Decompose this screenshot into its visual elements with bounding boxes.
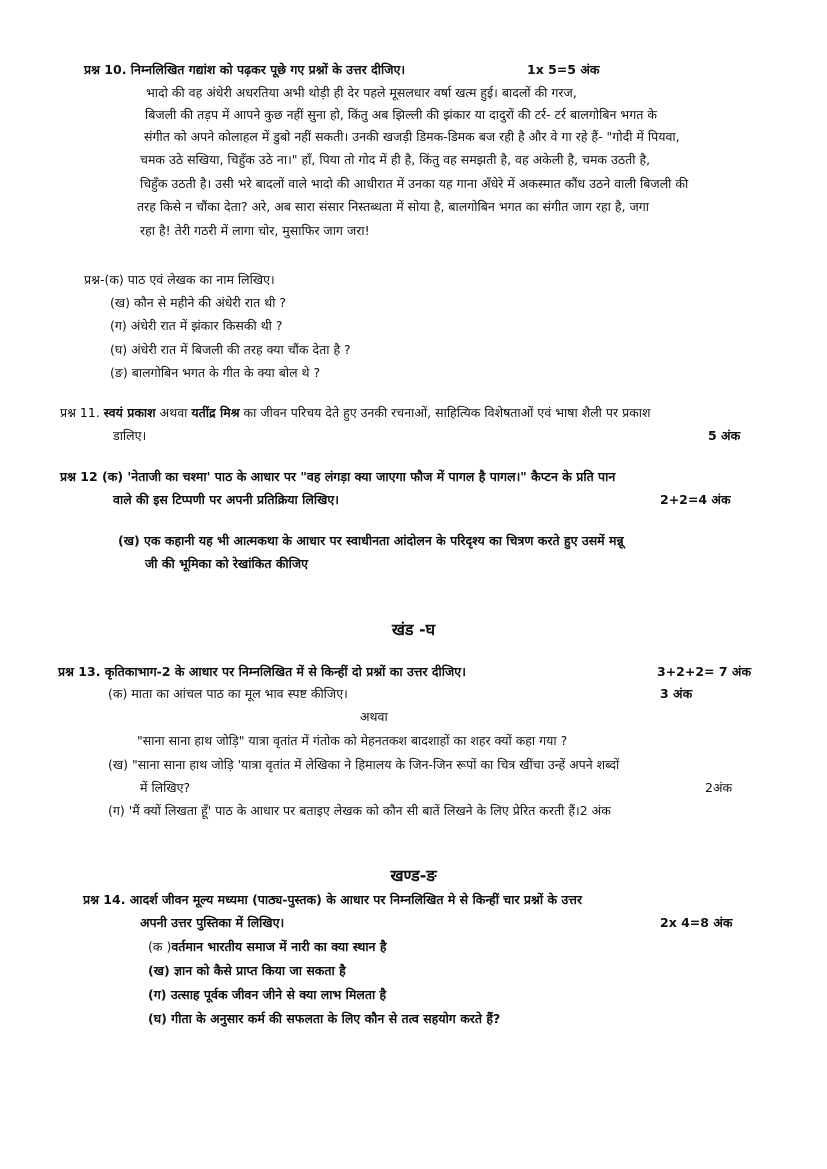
q10-marks: 1x 5=5 अंक: [527, 62, 600, 77]
q14-item: (घ) गीता के अनुसार कर्म की सफलता के लिए कौन से तत्व सहयोग करते हैं?: [148, 1011, 501, 1026]
passage-line: रहा है! तेरी गठरी में लागा चोर, मुसाफिर जाग जरा!: [140, 223, 370, 238]
passage-line: तरह किसे न चौंका देता? अरे, अब सारा संसार निस्तब्धता में सोया है, बालगोबिन भगत का संगीत जाग रहा है, जगा: [137, 199, 649, 214]
q14-item: (ख) ज्ञान को कैसे प्राप्त किया जा सकता है: [148, 963, 346, 978]
q10-sub-question: (ख) कौन से महीने की अंधेरी रात थी ?: [110, 295, 287, 310]
q11-marks: 5 अंक: [708, 428, 741, 443]
q13-title: प्रश्न 13. कृतिकाभाग-2 के आधार पर निम्नलिखित में से किन्हीं दो प्रश्नों का उत्तर दीजिए।: [58, 664, 466, 679]
section-heading-nga: खण्ड-ङ: [390, 866, 437, 885]
q10-sub-question: (ग) अंधेरी रात में झंकार किसकी थी ?: [110, 318, 283, 333]
q10-sub-question: (घ) अंधेरी रात में बिजली की तरह क्या चौंक देता है ?: [110, 342, 351, 357]
passage-line: चिहुँक उठती है। उसी भरे बादलों वाले भादो की आधीरात में उनका यह गाना अँधेरे में अकस्मात कौंध उठने वाली बिजली की: [140, 176, 689, 191]
passage-line: भादो की वह अंधेरी अधरतिया अभी थोड़ी ही देर पहले मूसलधार वर्षा खत्म हुई। बादलों की गरज,: [146, 85, 577, 100]
q14-ka-label: (क ): [148, 939, 172, 954]
q14-item: [148, 939, 386, 955]
q13-ka: (क) माता का आंचल पाठ का मूल भाव स्पष्ट कीजिए।: [108, 686, 348, 701]
q12-kha-line1: (ख) एक कहानी यह भी आत्मकथा के आधार पर स्वाधीनता आंदोलन के परिदृश्य का चित्रण करते हुए उसमें मन्नू: [118, 533, 624, 548]
q11-rest: का जीवन परिचय देते हुए उनकी रचनाओं, साहित्यिक विशेषताओं एवं भाषा शैली पर प्रकाश: [243, 405, 651, 420]
q12-line1: प्रश्न 12 (क) 'नेताजी का चश्मा' पाठ के आधार पर "वह लंगड़ा क्या जाएगा फौज में पागल है पागल।" कैप्टन के प्रति पान: [60, 469, 616, 484]
q11-or: अथवा: [159, 405, 188, 420]
q13-athva: अथवा: [360, 709, 388, 724]
q12-marks: 2+2=4 अंक: [660, 492, 731, 507]
q11-line2: डालिए।: [113, 428, 147, 443]
q13-kha-line2: में लिखिए?: [140, 780, 191, 795]
passage-line: चमक उठे सखिया, चिहुँक उठे ना।" हाँ, पिया तो गोद में ही है, किंतु वह समझती है, वह अकेली है, चमक उठती है,: [140, 152, 651, 167]
q14-line2: अपनी उत्तर पुस्तिका में लिखिए।: [140, 915, 285, 930]
q11-line1: [60, 405, 651, 421]
q13-ka-marks: 3 अंक: [660, 686, 693, 701]
q13-alt: "साना साना हाथ जोड़ि" यात्रा वृतांत में गंतोक को मेहनतकश बादशाहों का शहर क्यों कहा गया ?: [137, 733, 568, 748]
q13-ga: (ग) 'मैं क्यों लिखता हूँ' पाठ के आधार पर बताइए लेखक को कौन सी बातें लिखने के लिए प्रेरित करती हैं।2 अंक: [108, 803, 611, 818]
q13-kha-marks: 2अंक: [705, 780, 733, 795]
passage-line: बिजली की तड़प में आपने कुछ नहीं सुना हो, किंतु अब झिल्ली की झंकार या दादुरों की टर्र- टर्र बालगोबिन भगत के: [145, 107, 657, 122]
q14-item: (ग) उत्साह पूर्वक जीवन जीने से क्या लाभ मिलता है: [148, 987, 387, 1002]
q10-sub-question: प्रश्न-(क) पाठ एवं लेखक का नाम लिखिए।: [84, 272, 275, 287]
q10-title: प्रश्न 10. निम्नलिखित गद्यांश को पढ़कर पूछे गए प्रश्नों के उत्तर दीजिए।: [84, 62, 406, 77]
q10-sub-question: (ङ) बालगोबिन भगत के गीत के क्या बोल थे ?: [110, 365, 321, 380]
q11-author2: यतींद्र मिश्र: [191, 405, 240, 420]
q14-line1: प्रश्न 14. आदर्श जीवन मूल्य मध्यमा (पाठ्य-पुस्तक) के आधार पर निम्नलिखित मे से किन्हीं चार प्रश्नों के उत्तर: [83, 892, 583, 907]
q12-line2: वाले की इस टिप्पणी पर अपनी प्रतिक्रिया लिखिए।: [113, 492, 339, 507]
passage-line: संगीत को अपने कोलाहल में डुबो नहीं सकती। उनकी खजड़ी डिमक-डिमक बज रही है और वे गा रहे हैं- "गोदी में पियवा,: [144, 129, 680, 144]
q14-marks: 2x 4=8 अंक: [660, 915, 733, 930]
section-heading-gha: खंड -घ: [391, 620, 436, 639]
q13-marks: 3+2+2= 7 अंक: [657, 664, 752, 679]
q11-prefix: प्रश्न 11.: [60, 405, 100, 420]
q14-ka-text: वर्तमान भारतीय समाज में नारी का क्या स्थान है: [171, 939, 387, 954]
q12-kha-line2: जी की भूमिका को रेखांकित कीजिए: [145, 556, 309, 571]
q13-kha-line1: (ख) "साना साना हाथ जोड़ि 'यात्रा वृतांत में लेखिका ने हिमालय के जिन-जिन रूपों का चित्र खींचा उन्हें अपने शब्दों: [108, 757, 620, 772]
q11-author1: स्वयं प्रकाश: [103, 405, 156, 420]
